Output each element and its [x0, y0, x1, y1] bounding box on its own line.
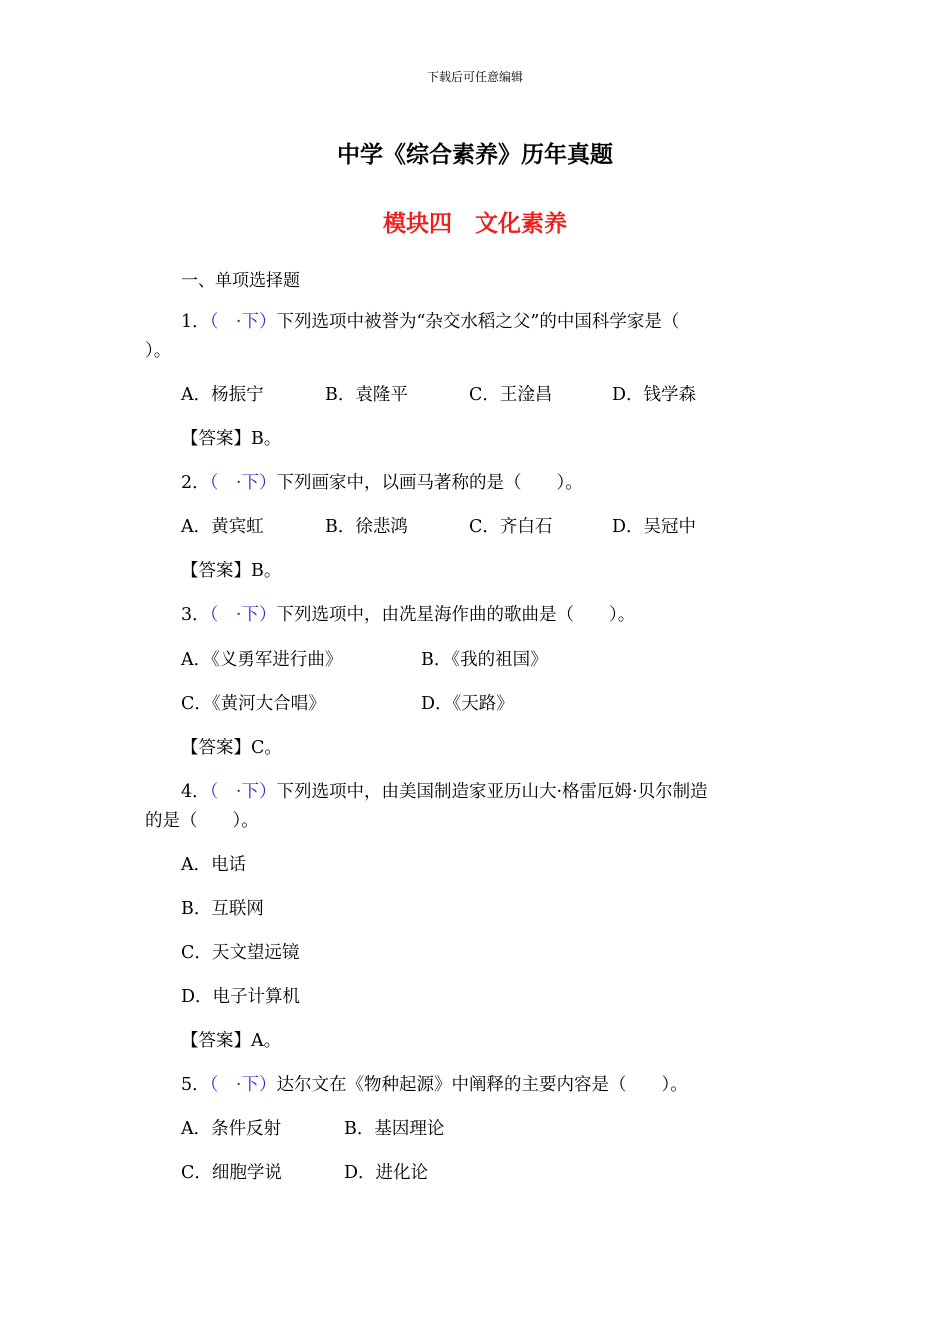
question-3-answer: 【答案】C。 [181, 738, 282, 758]
section-heading: 一、单项选择题 [181, 271, 300, 291]
question-number: 1． [181, 312, 210, 332]
question-4-option-d: D．电子计算机 [181, 987, 301, 1007]
question-1-option-c: C．王淦昌 [469, 385, 553, 405]
question-source: （ ·下） [209, 1075, 277, 1095]
question-4-option-b: B．互联网 [181, 899, 264, 919]
question-number: 2． [181, 473, 210, 493]
question-source: （ ·下） [209, 782, 277, 802]
question-number: 4． [181, 782, 210, 802]
question-stem: 下列选项中，由冼星海作曲的歌曲是（ ）。 [276, 605, 636, 625]
question-5 [181, 1074, 688, 1096]
question-4-continuation: 的是（ ）。 [145, 811, 259, 831]
module-title: 模块四 文化素养 [383, 211, 567, 237]
question-5-option-a: A．条件反射 [181, 1119, 282, 1139]
question-1-answer: 【答案】B。 [181, 429, 282, 449]
header-note: 下载后可任意编辑 [426, 70, 523, 84]
question-3 [181, 604, 635, 626]
question-stem: 下列画家中，以画马著称的是（ ）。 [276, 473, 583, 493]
question-4-answer: 【答案】A。 [181, 1031, 282, 1051]
question-number: 3． [181, 605, 210, 625]
question-3-option-d: D．《天路》 [421, 694, 514, 714]
document-title: 中学《综合素养》历年真题 [337, 142, 613, 168]
question-5-option-d: D．进化论 [344, 1163, 429, 1183]
question-4 [181, 781, 708, 803]
question-1-option-d: D．钱学森 [612, 385, 697, 405]
question-5-option-c: C．细胞学说 [181, 1163, 282, 1183]
question-stem: 达尔文在《物种起源》中阐释的主要内容是（ ）。 [276, 1075, 688, 1095]
question-2-option-b: B．徐悲鸿 [325, 517, 408, 537]
question-source: （ ·下） [209, 312, 277, 332]
question-2-option-a: A．黄宾虹 [181, 517, 264, 537]
question-2-answer: 【答案】B。 [181, 561, 282, 581]
question-4-option-c: C．天文望远镜 [181, 943, 300, 963]
question-4-option-a: A．电话 [181, 855, 247, 875]
question-source: （ ·下） [209, 605, 277, 625]
question-1-option-b: B．袁隆平 [325, 385, 408, 405]
question-stem: 下列选项中被誉为“杂交水稻之父”的中国科学家是（ [276, 312, 680, 332]
question-3-option-c: C．《黄河大合唱》 [181, 694, 326, 714]
question-2 [181, 472, 583, 494]
question-number: 5． [181, 1075, 210, 1095]
question-1 [181, 311, 679, 333]
question-2-option-d: D．吴冠中 [612, 517, 697, 537]
question-1-continuation: ）。 [145, 341, 172, 361]
question-1-option-a: A．杨振宁 [181, 385, 264, 405]
question-stem: 下列选项中，由美国制造家亚历山大·格雷厄姆·贝尔制造 [276, 782, 708, 802]
question-5-option-b: B．基因理论 [344, 1119, 445, 1139]
question-source: （ ·下） [209, 473, 277, 493]
question-3-option-a: A．《义勇军进行曲》 [181, 650, 343, 670]
question-2-option-c: C．齐白石 [469, 517, 553, 537]
question-3-option-b: B．《我的祖国》 [421, 650, 548, 670]
